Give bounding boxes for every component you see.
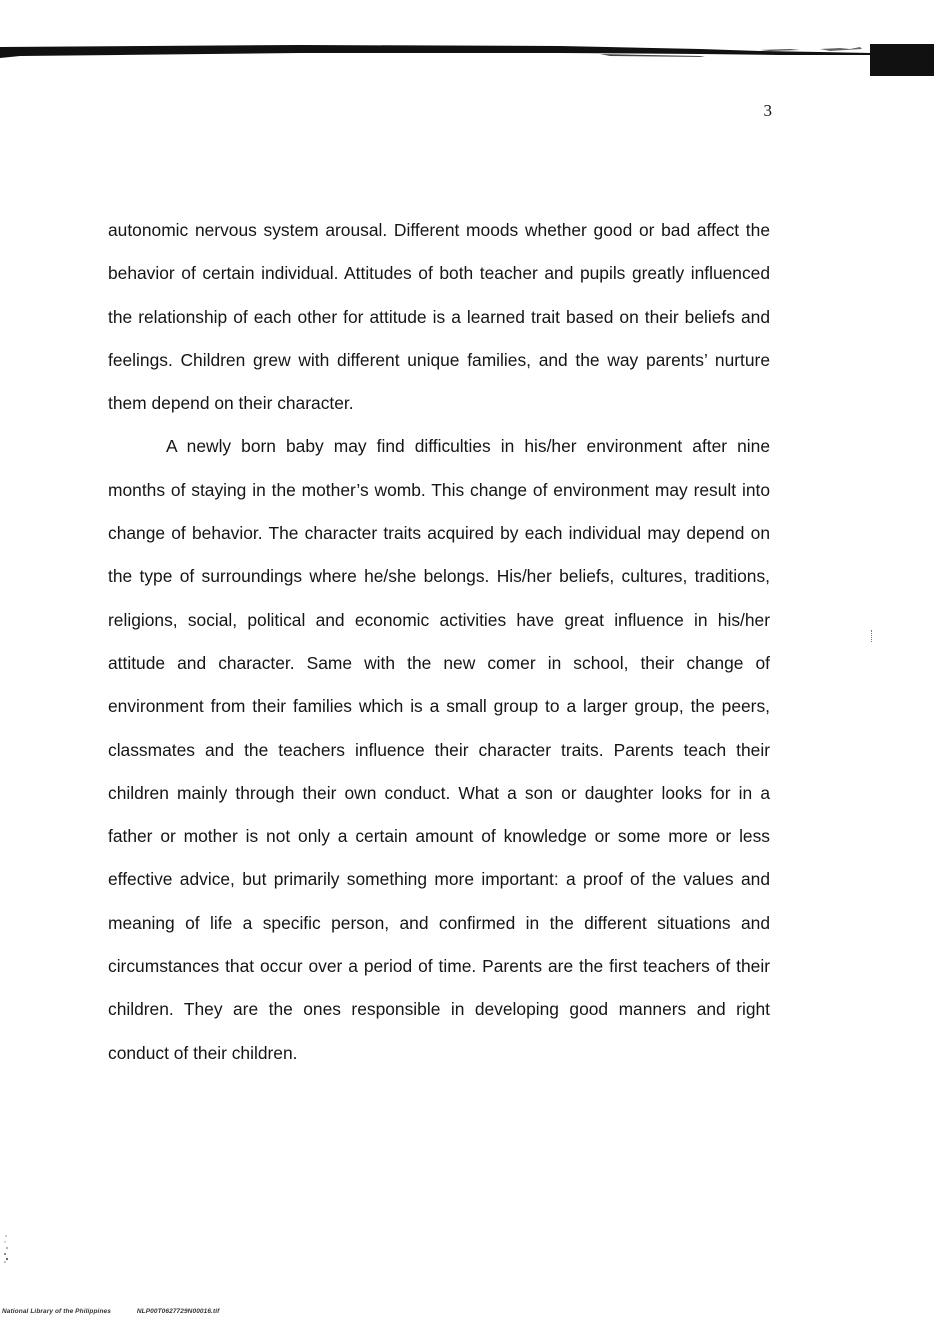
footer-file-id: NLP00T0627729N00016.tif [136,1308,220,1315]
scan-corner-mark [870,44,934,76]
page-number: 3 [763,101,772,120]
paragraph-continuation: autonomic nervous system arousal. Different moods whether good or bad affect the behavior of certain individual. Attitudes of both teacher and pupils greatly influenced the relationship of each other for attitude is a learned trait based on their beliefs and feelings. Children grew with different unique families, and the way parents’ nurture them depend on their character. [108,220,770,414]
scan-edge-bar [0,44,872,60]
footer-library: National Library of the Philippines [2,1308,111,1315]
footer-watermark [2,1308,219,1315]
scan-speck-left [2,1232,10,1264]
paragraph: A newly born baby may find difficulties in his/her environment after nine months of staying in the mother’s womb. This change of environment may result into change of behavior. The character traits acquired by each individual may depend on the type of surroundings where he/she belongs. His/her beliefs, cultures, traditions, religions, social, political and economic activities have great influence in his/her attitude and character. Same with the new comer in school, their change of environment from their families which is a small group to a larger group, the peers, classmates and the teachers influence their character traits. Parents teach their children mainly through their own conduct. What a son or daughter looks for in a father or mother is not only a certain amount of knowledge or some more or less effective advice, but primarily something more important: a proof of the values and meaning of life a specific person, and confirmed in the different situations and circumstances that occur over a period of time. Parents are the first teachers of their children. They are the ones responsible in developing good manners and right conduct of their children. [108,436,770,1063]
scan-speck [871,630,874,642]
body-text [108,209,770,1075]
